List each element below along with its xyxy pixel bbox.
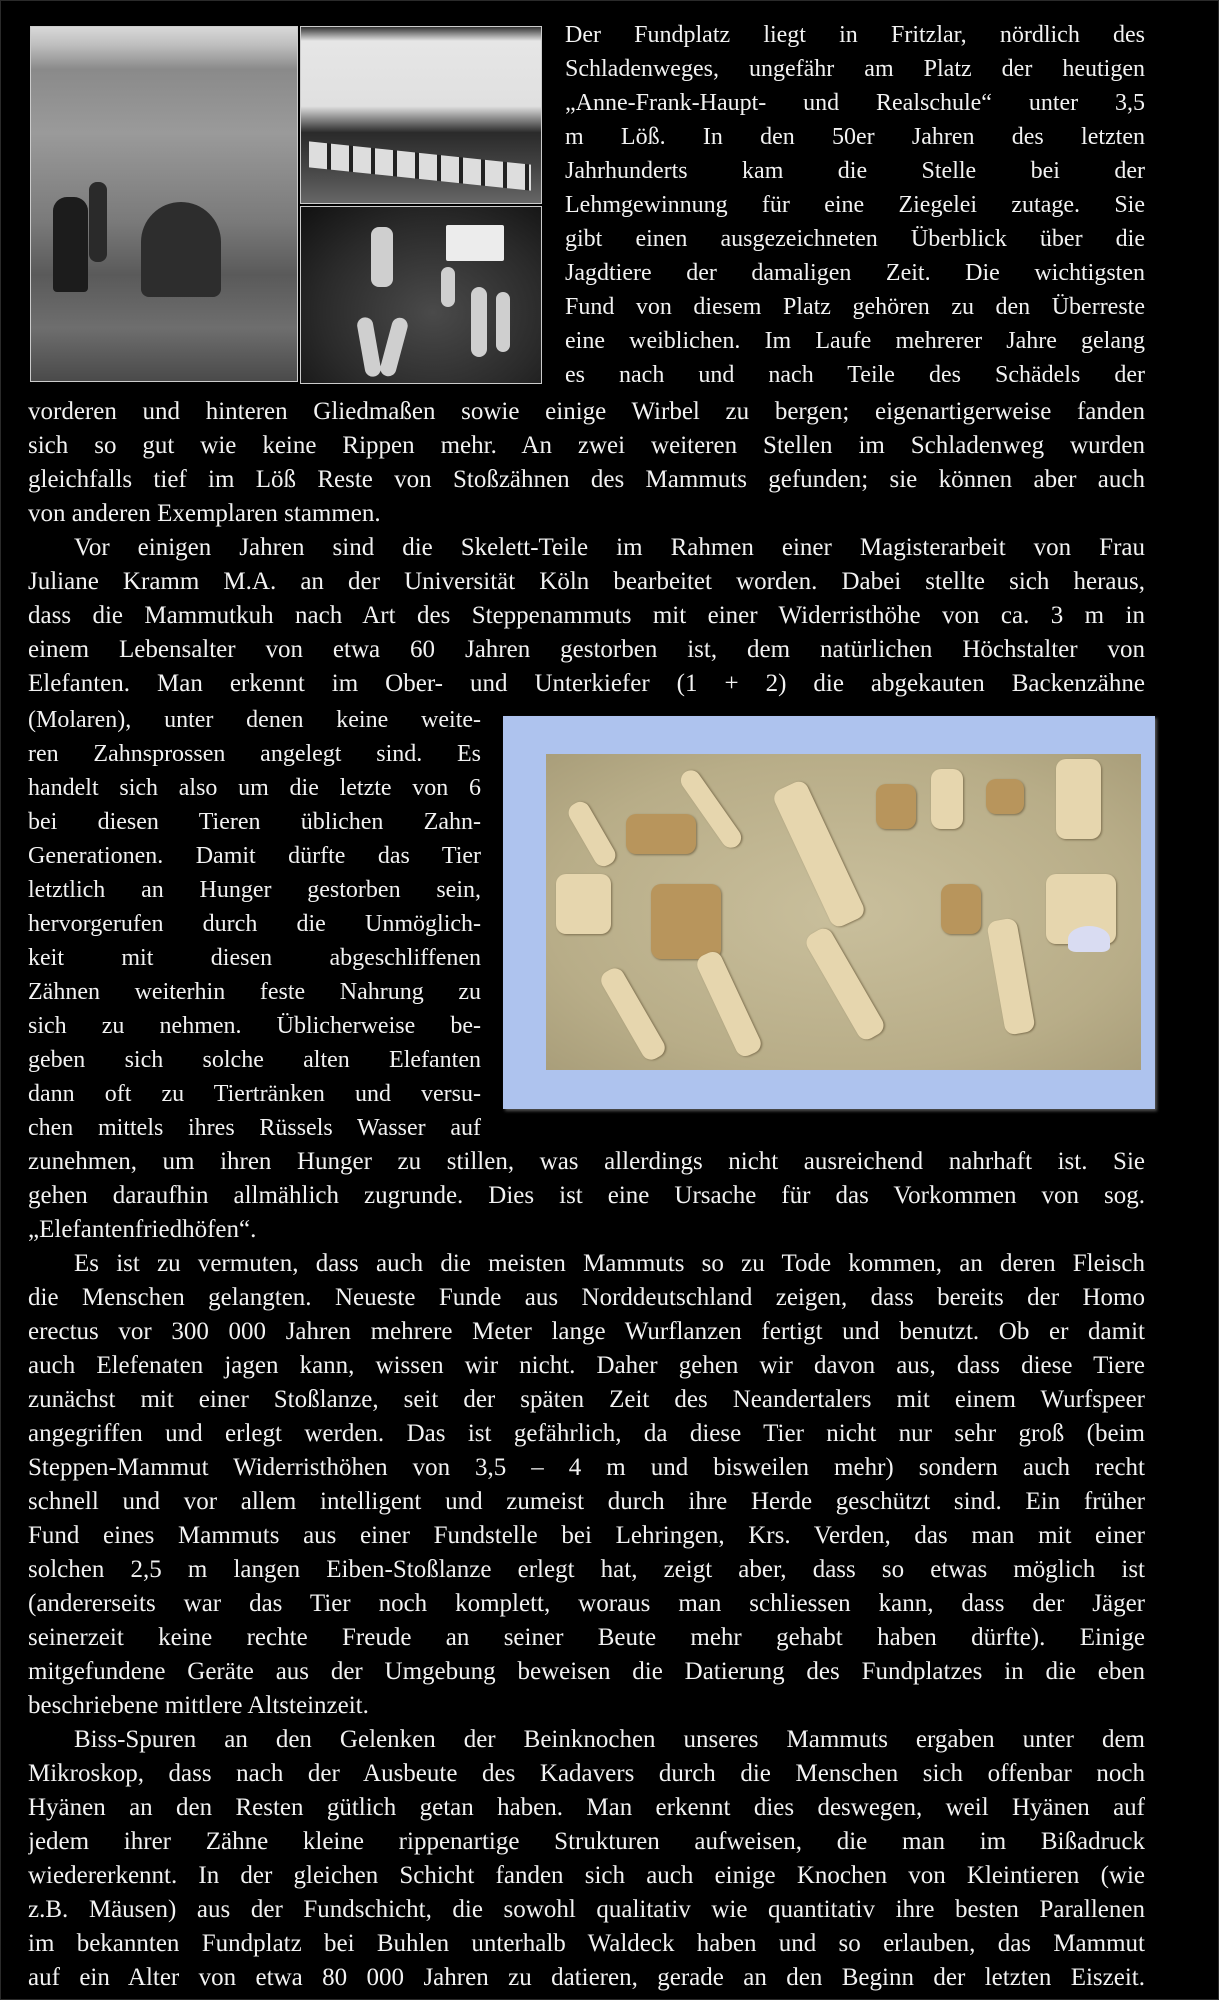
bone [356,316,382,378]
text-line: von anderen Exemplaren stammen. [28,500,381,527]
bone [986,779,1024,814]
text-line: die Menschen gelangten. Neueste Funde aus Norddeutschland zeigen, dass bereits der Homo [28,1284,1145,1311]
bone [556,874,611,934]
text-line: zunächst mit einer Stoßlanze, seit der späten Zeit des Neandertalers mit einem Wurfspeer [28,1386,1145,1413]
text-line: chen mittels ihres Rüssels Wasser auf [28,1115,481,1141]
text-line: einem Lebensalter von etwa 60 Jahren gestorben ist, dem natürlichen Höchstalter von [28,636,1145,663]
text-line: vorderen und hinteren Gliedmaßen sowie einige Wirbel zu bergen; eigenartigerweise fanden [28,398,1145,425]
text-line: m Löß. In den 50er Jahren des letzten [565,124,1145,150]
text-line: sich zu nehmen. Üblicherweise be- [28,1013,481,1039]
leg-bone [986,917,1036,1035]
worker-figure [53,197,88,292]
text-line: ren Zahnsprossen angelegt sind. Es [28,741,481,767]
text-line: Fund eines Mammuts aus einer Fundstelle bei Lehringen, Krs. Verden, das man mit einer [28,1522,1145,1549]
jaw [651,884,721,959]
text-line: beschriebene mittlere Altsteinzeit. [28,1692,369,1719]
info-panel [446,225,504,261]
text-line: bei diesen Tieren üblichen Zahn- [28,809,481,835]
vertebra [1056,759,1101,839]
text-line: seinerzeit keine rechte Freude an seiner Beute mehr gehabt haben dürfte). Einige [28,1624,1145,1651]
text-line: es nach und nach Teile des Schädels der [565,362,1145,388]
text-line: letztlich an Hunger gestorben sein, [28,877,481,903]
text-line: auch Elefenaten jagen kann, wissen wir nicht. Daher gehen wir davon aus, dass diese Tiere [28,1352,1145,1379]
excavation-site-photo [30,26,298,382]
text-line: „Elefantenfriedhöfen“. [28,1216,257,1243]
text-line: Generationen. Damit dürfte das Tier [28,843,481,869]
text-line: schnell und vor allem intelligent und zumeist durch ihre Herde geschützt sind. Ein früher [28,1488,1145,1515]
text-line: solchen 2,5 m langen Eiben-Stoßlanze erlegt hat, zeigt aber, dass so etwas möglich ist [28,1556,1145,1583]
text-line: Mikroskop, dass nach der Ausbeute des Kadavers durch die Menschen sich offenbar noch [28,1760,1145,1787]
excavation-photo-collage [28,24,542,384]
text-line: geben sich solche alten Elefanten [28,1047,481,1073]
leg-bone [598,965,669,1064]
text-line: mitgefundene Geräte aus der Umgebung beweisen die Datierung des Fundplatzes in die eben [28,1658,1145,1685]
text-line: Hyänen an den Resten gütlich getan haben. Man erkennt dies deswegen, weil Hyänen auf [28,1794,1145,1821]
display-cards [309,141,531,190]
bone [931,769,963,829]
text-line: eine weiblichen. Im Laufe mehrerer Jahre gelang [565,328,1145,354]
text-line: (andererseits war das Tier noch komplett, woraus man schliessen kann, dass der Jäger [28,1590,1145,1617]
elephant-icon [1068,926,1110,952]
bone [771,778,867,929]
text-line: wiedererkennt. In der gleichen Schicht fanden sich auch einige Knochen von Kleintieren (wie [28,1862,1145,1889]
text-line: dann oft zu Tiertränken und versu- [28,1081,481,1107]
text-line: Fund von diesem Platz gehören zu den Überreste [565,294,1145,320]
bone [471,287,487,357]
worker-figure [89,182,107,262]
text-line: im bekannten Fundplatz bei Buhlen unterhalb Waldeck haben und so erlauben, das Mammut [28,1930,1145,1957]
text-line: z.B. Mäusen) aus der Fundschicht, die sowohl qualitativ wie quantitativ ihre besten Parallenen [28,1896,1145,1923]
text-line: (Molaren), unter denen keine weite- [28,707,481,733]
leg-bone [694,949,764,1060]
text-line: Schladenweges, ungefähr am Platz der heutigen [565,56,1145,82]
text-line: Der Fundplatz liegt in Fritzlar, nördlich des [565,22,1145,48]
text-line: gehen daraufhin allmählich zugrunde. Dies ist eine Ursache für das Vorkommen von sog. [28,1182,1145,1209]
text-line: Es ist zu vermuten, dass auch die meisten Mammuts so zu Tode kommen, an deren Fleisch [74,1250,1145,1277]
text-line: Elefanten. Man erkennt im Ober- und Unterkiefer (1 + 2) die abgekauten Backenzähne [28,670,1145,697]
text-line: jedem ihrer Zähne kleine rippenartige Strukturen aufweisen, die man im Bißadruck [28,1828,1145,1855]
text-line: Jagdtiere der damaligen Zeit. Die wichtigsten [565,260,1145,286]
text-line: hervorgerufen durch die Unmöglich- [28,911,481,937]
museum-display-case-photo [300,26,542,204]
bone [941,884,981,934]
text-line: dass die Mammutkuh nach Art des Steppenammuts mit einer Widerristhöhe von ca. 3 m in [28,602,1145,629]
text-line: auf ein Alter von etwa 80 000 Jahren zu datieren, gerade an den Beginn der letzten Eiszeit. [28,1964,1145,1991]
mammoth-bones-photo [503,716,1155,1109]
text-line: „Anne-Frank-Haupt- und Realschule“ unter 3,5 [565,90,1145,116]
bone [626,814,696,854]
bone [565,798,619,870]
text-line: Steppen-Mammut Widerristhöhen von 3,5 – 4 m und bisweilen mehr) sondern auch recht [28,1454,1145,1481]
bone [876,784,916,829]
leg-bone [803,925,887,1043]
text-line: Vor einigen Jahren sind die Skelett-Teile im Rahmen einer Magisterarbeit von Frau [74,534,1145,561]
dig-pit [141,202,221,297]
text-line: erectus vor 300 000 Jahren mehrere Meter lange Wurflanzen fertigt und benutzt. Ob er damit [28,1318,1145,1345]
text-line: angegriffen und erlegt werden. Das ist gefährlich, da diese Tier nicht nur sehr groß (beim [28,1420,1145,1447]
text-line: Zähnen weiterhin feste Nahrung zu [28,979,481,1005]
bone [441,267,455,307]
text-line: keit mit diesen abgeschliffenen [28,945,481,971]
text-line: sich so gut wie keine Rippen mehr. An zwei weiteren Stellen im Schladenweg wurden [28,432,1145,459]
text-line: Biss-Spuren an den Gelenken der Beinknochen unseres Mammuts ergaben unter dem [74,1726,1145,1753]
text-line: gleichfalls tief im Löß Reste von Stoßzähnen des Mammuts gefunden; sie können aber auch [28,466,1145,493]
text-line: gibt einen ausgezeichneten Überblick über die [565,226,1145,252]
text-line: zunehmen, um ihren Hunger zu stillen, was allerdings nicht ausreichend nahrhaft ist. Sie [28,1148,1145,1175]
text-line: handelt sich also um die letzte von 6 [28,775,481,801]
text-line: Jahrhunderts kam die Stelle bei der [565,158,1145,184]
bone-display-board [546,754,1141,1070]
bone-display-photo [300,206,542,384]
text-line: Juliane Kramm M.A. an der Universität Köln bearbeitet worden. Dabei stellte sich heraus, [28,568,1145,595]
bone [496,292,510,352]
bone [379,316,410,378]
text-line: Lehmgewinnung für eine Ziegelei zutage. Sie [565,192,1145,218]
bone [371,227,393,287]
